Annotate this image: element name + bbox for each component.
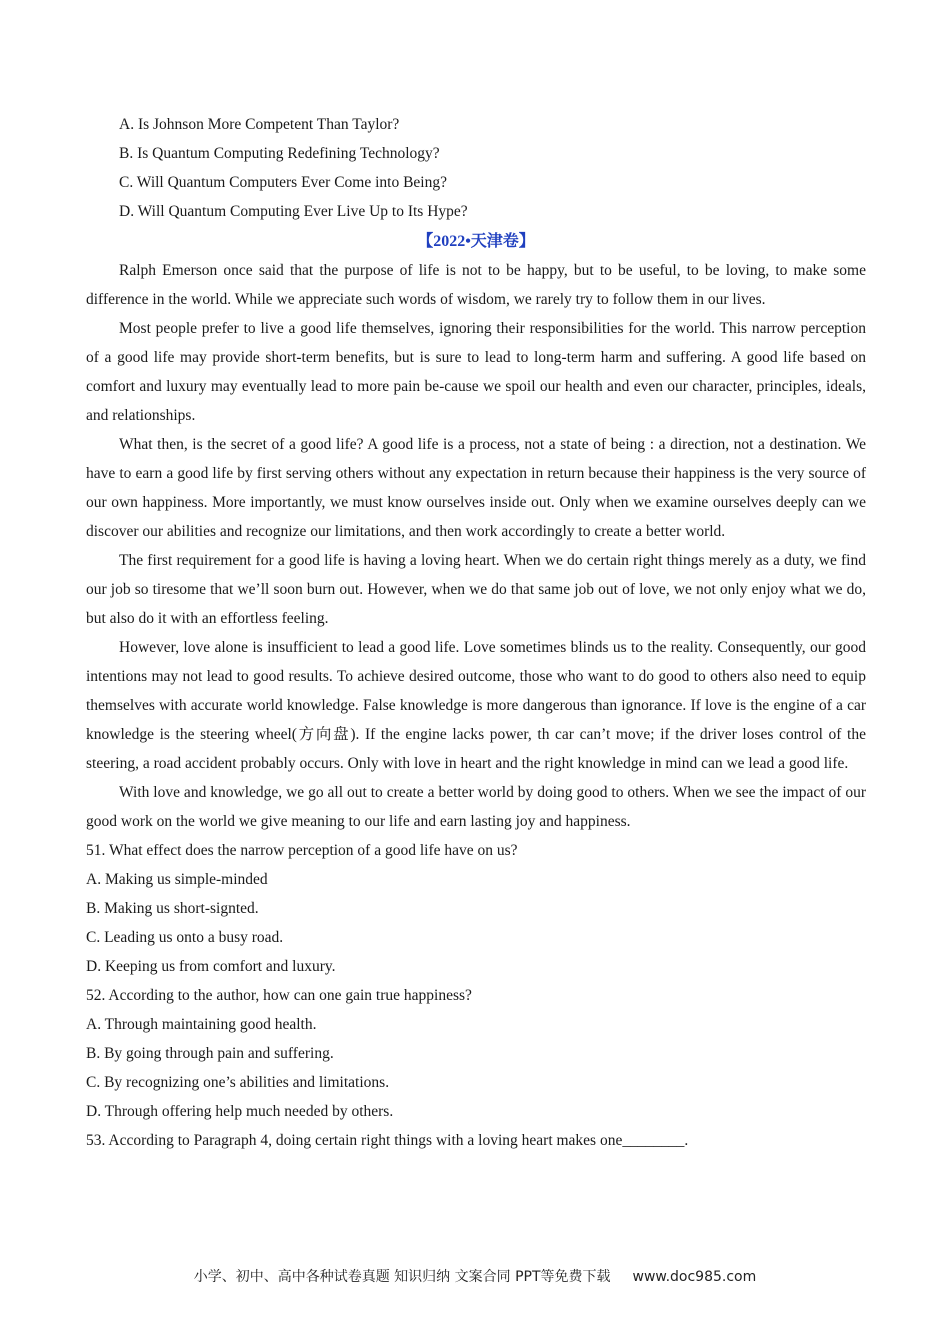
previous-option: D. Will Quantum Computing Ever Live Up to Its Hype? bbox=[119, 203, 468, 220]
paragraph: Most people prefer to live a good life themselves, ignoring their responsibilities for the world. This narrow perception of a good life may provide short-term benefits, but is sure to lead to long-term harm and suffering. A good life based on comfort and luxury may eventually lead to more pain be-cause we spoil our health and even our character, principles, ideals, and relationships. bbox=[86, 320, 866, 424]
answer-option: C. By recognizing one’s abilities and limitations. bbox=[86, 1074, 390, 1091]
answer-option: D. Through offering help much needed by others. bbox=[86, 1103, 394, 1120]
paragraph: With love and knowledge, we go all out to create a better world by doing good to others. When we see the impact of our good work on the world we give meaning to our life and earn lasting joy and happiness. bbox=[86, 784, 866, 830]
page-footer bbox=[0, 1266, 950, 1286]
answer-option: A. Through maintaining good health. bbox=[86, 1016, 317, 1033]
answer-option: D. Keeping us from comfort and luxury. bbox=[86, 958, 336, 975]
answer-option: A. Making us simple-minded bbox=[86, 871, 268, 888]
paragraph: Ralph Emerson once said that the purpose of life is not to be happy, but to be useful, to be loving, to make some difference in the world. While we appreciate such words of wisdom, we rarely try to follow them in our lives. bbox=[86, 262, 866, 308]
answer-option: B. Making us short-signted. bbox=[86, 900, 259, 917]
previous-question-options bbox=[86, 110, 866, 226]
question-stem: 52. According to the author, how can one gain true happiness? bbox=[86, 987, 472, 1004]
paragraph: However, love alone is insufficient to lead a good life. Love sometimes blinds us to the reality. Consequently, our good intentions may not lead to good results. To achieve desired outcome, those who want to do good to others also need to equip themselves with accurate world knowledge. False knowledge is more dangerous than ignorance. If love is the engine of a car knowledge is the steering wheel(方向盘). If the engine lacks power, th car can’t move; if the driver loses control of the steering, a road accident probably occurs. Only with love in heart and the right knowledge in mind can we lead a good life. bbox=[86, 639, 866, 772]
footer-site-link[interactable]: www.doc985.com bbox=[632, 1269, 757, 1285]
previous-option: B. Is Quantum Computing Redefining Technology? bbox=[119, 145, 440, 162]
question-stem: 51. What effect does the narrow perception of a good life have on us? bbox=[86, 842, 518, 859]
answer-option: B. By going through pain and suffering. bbox=[86, 1045, 334, 1062]
question-stem: 53. According to Paragraph 4, doing certain right things with a loving heart makes one________. bbox=[86, 1132, 689, 1149]
section-title: 【2022•天津卷】 bbox=[417, 233, 535, 250]
question-52 bbox=[86, 981, 866, 1126]
paragraph: What then, is the secret of a good life? A good life is a process, not a state of being : a direction, not a destination. We have to earn a good life by first serving others without any expectation in return because their happiness is the very source of our own happiness. More importantly, we must know ourselves inside out. Only when we examine ourselves deeply can we discover our abilities and recognize our limitations, and then work accordingly to create a better world. bbox=[86, 436, 866, 540]
passage bbox=[86, 256, 866, 836]
question-51 bbox=[86, 836, 866, 981]
paragraph: The first requirement for a good life is having a loving heart. When we do certain right things merely as a duty, we find our job so tiresome that we’ll soon burn out. However, when we do that same job out of love, we not only enjoy what we do, but also do it with an effortless feeling. bbox=[86, 552, 866, 627]
previous-option: A. Is Johnson More Competent Than Taylor? bbox=[119, 116, 400, 133]
footer-text: 小学、初中、高中各种试卷真题 知识归纳 文案合同 PPT等免费下载 bbox=[193, 1269, 611, 1285]
question-53 bbox=[86, 1126, 866, 1155]
document-page bbox=[86, 110, 866, 1155]
answer-option: C. Leading us onto a busy road. bbox=[86, 929, 284, 946]
previous-option: C. Will Quantum Computers Ever Come into Being? bbox=[119, 174, 447, 191]
